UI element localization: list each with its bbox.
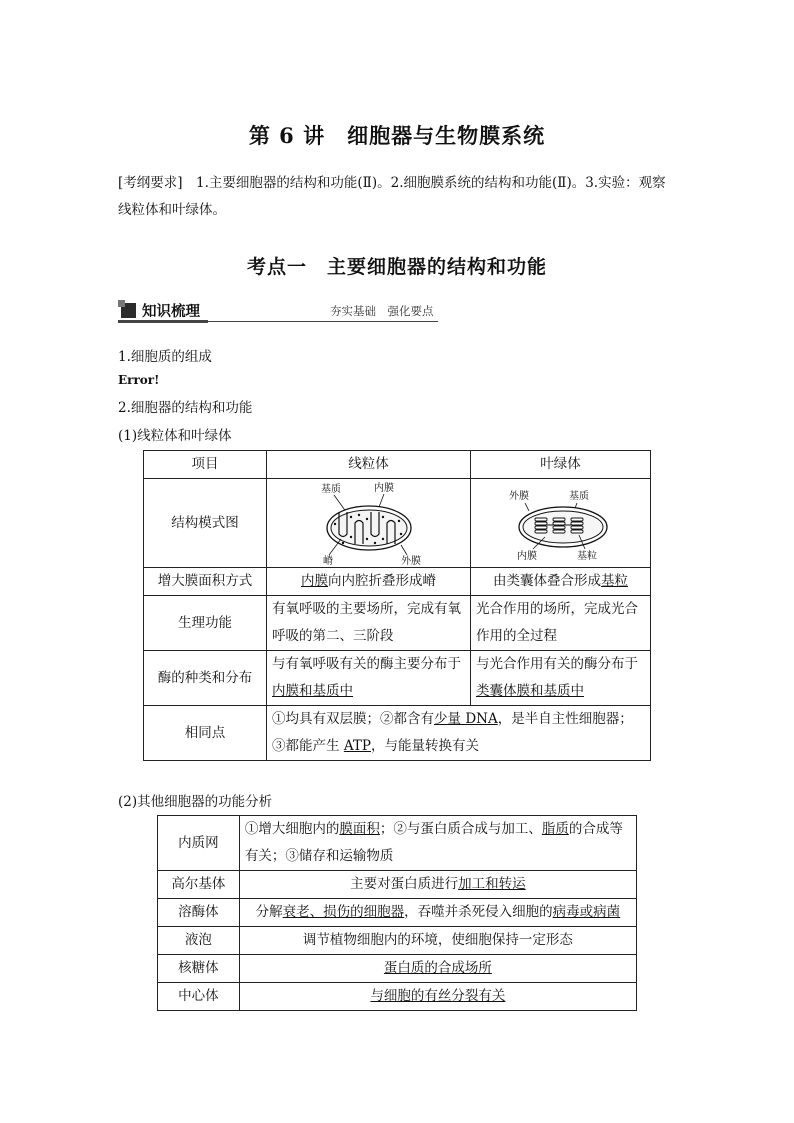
cell-text: 主要对蛋白质进行 (350, 876, 459, 892)
organelle-table (143, 450, 651, 761)
row-label: 液泡 (158, 927, 240, 955)
mitochondria-diagram-cell (267, 479, 471, 568)
underlined-answer: 与细胞的有丝分裂有关 (370, 988, 506, 1004)
page-title: 第 6 讲 细胞器与生物膜系统 (248, 123, 546, 148)
table-row-diagram (144, 479, 651, 568)
row-label: 内质网 (158, 816, 240, 871)
heading-underline (118, 321, 438, 322)
chloroplast-area-cell (471, 568, 651, 596)
label-cristae: 嵴 (322, 556, 333, 567)
cell-text: 与有氧呼吸有关的酶主要分布于 (272, 656, 462, 672)
header-item: 项目 (144, 451, 267, 479)
table-row-vacuole (158, 927, 637, 955)
label-inner-membrane: 内膜 (516, 551, 537, 562)
cell-text: ①增大细胞内的 (244, 821, 340, 837)
cell-text: 由类囊体叠合形成 (493, 573, 601, 589)
cell-text: ，与能量转换有关 (370, 738, 479, 754)
cell-text: ，是半自主性细胞器；③都能产生 (272, 711, 633, 754)
underlined-answer: 加工和转运 (458, 876, 526, 892)
common-cell (267, 706, 651, 761)
inner-membrane-shape (331, 510, 407, 546)
row-label: 生理功能 (144, 596, 267, 651)
table-row-area (144, 568, 651, 596)
er-cell (239, 816, 636, 871)
underlined-answer: 蛋白质的合成场所 (383, 960, 492, 976)
row-label: 酶的种类和分布 (144, 651, 267, 706)
underlined-answer: 膜面积 (339, 821, 380, 837)
row-label: 溶酶体 (158, 899, 240, 927)
item-2-2: (2)其他细胞器的功能分析 (118, 794, 273, 810)
table-header-row (144, 451, 651, 479)
chloroplast-diagram-cell (471, 479, 651, 568)
row-label: 核糖体 (158, 955, 240, 983)
underlined-answer: 类囊体膜和基质中 (476, 683, 585, 699)
lysosome-cell (239, 899, 636, 927)
table-row-enzyme (144, 651, 651, 706)
underlined-answer: 基粒 (601, 573, 628, 589)
underlined-answer: 病毒或病菌 (552, 904, 621, 920)
underlined-answer: 内膜和基质中 (272, 683, 354, 699)
cell-text: ；②与蛋白质合成与加工、 (379, 821, 542, 837)
error-text: Error! (118, 373, 160, 387)
underlined-answer: 衰老、损伤的细胞器 (282, 904, 405, 920)
knowledge-subheading: 夯实基础 强化要点 (330, 304, 434, 318)
underlined-answer: 脂质 (541, 821, 569, 837)
item-2-1: (1)线粒体和叶绿体 (118, 428, 232, 444)
vacuole-cell: 调节植物细胞内的环境，使细胞保持一定形态 (239, 927, 636, 955)
row-label: 相同点 (144, 706, 267, 761)
header-mitochondria: 线粒体 (267, 451, 471, 479)
chloroplast-enzyme-cell (471, 651, 651, 706)
table-row-ribosome (158, 955, 637, 983)
underlined-answer: 内膜 (301, 573, 329, 589)
table-row-golgi (158, 871, 637, 899)
cell-text: 与光合作用有关的酶分布于 (476, 656, 639, 672)
exam-requirements: [考纲要求] 1.主要细胞器的结构和功能(Ⅱ)。2.细胞膜系统的结构和功能(Ⅱ)。3.实验：观察线粒体和叶绿体。 (118, 175, 666, 218)
table-row-lysosome (158, 899, 637, 927)
ribosome-cell (239, 955, 636, 983)
item-1: 1.细胞质的组成 (118, 349, 212, 365)
label-outer-membrane: 外膜 (508, 491, 529, 502)
other-organelles-table (157, 815, 637, 1011)
mitochondria-function-cell: 有氧呼吸的主要场所，完成有氧呼吸的第二、三阶段 (267, 596, 471, 651)
row-label: 结构模式图 (144, 479, 267, 568)
label-outer-membrane: 外膜 (400, 556, 421, 567)
table-row-function (144, 596, 651, 651)
cell-text: 向内腔折叠形成嵴 (328, 573, 437, 589)
header-chloroplast: 叶绿体 (471, 451, 651, 479)
table-row-centrosome (158, 983, 637, 1011)
centrosome-cell (239, 983, 636, 1011)
label-inner-membrane: 内膜 (373, 483, 394, 494)
golgi-cell (239, 871, 636, 899)
label-matrix: 基质 (320, 484, 341, 495)
underlined-answer: ATP (343, 738, 371, 754)
item-2: 2.细胞器的结构和功能 (118, 400, 253, 416)
knowledge-heading: 知识梳理 (142, 304, 200, 320)
knowledge-header (118, 300, 438, 324)
square-accent-icon (118, 300, 125, 307)
section-title: 考点一 主要细胞器的结构和功能 (246, 256, 547, 278)
cell-text: 的合成等有关；③储存和运输物质 (244, 821, 623, 864)
cell-text: ，吞噬并杀死侵入细胞的 (404, 904, 553, 920)
mitochondria-area-cell (267, 568, 471, 596)
label-grana: 基粒 (576, 551, 597, 562)
row-label: 增大膜面积方式 (144, 568, 267, 596)
underlined-answer: 少量 DNA (434, 711, 498, 727)
mitochondria-enzyme-cell (267, 651, 471, 706)
cell-text: ①均具有双层膜；②都含有 (272, 711, 435, 727)
table-row-common (144, 706, 651, 761)
row-label: 高尔基体 (158, 871, 240, 899)
chloroplast-function-cell: 光合作用的场所，完成光合作用的全过程 (471, 596, 651, 651)
label-matrix: 基质 (568, 491, 589, 502)
row-label: 中心体 (158, 983, 240, 1011)
chloroplast-diagram (473, 479, 649, 567)
table-row-er (158, 816, 637, 871)
cell-text: 分解 (255, 904, 283, 920)
mitochondria-diagram (269, 479, 469, 567)
